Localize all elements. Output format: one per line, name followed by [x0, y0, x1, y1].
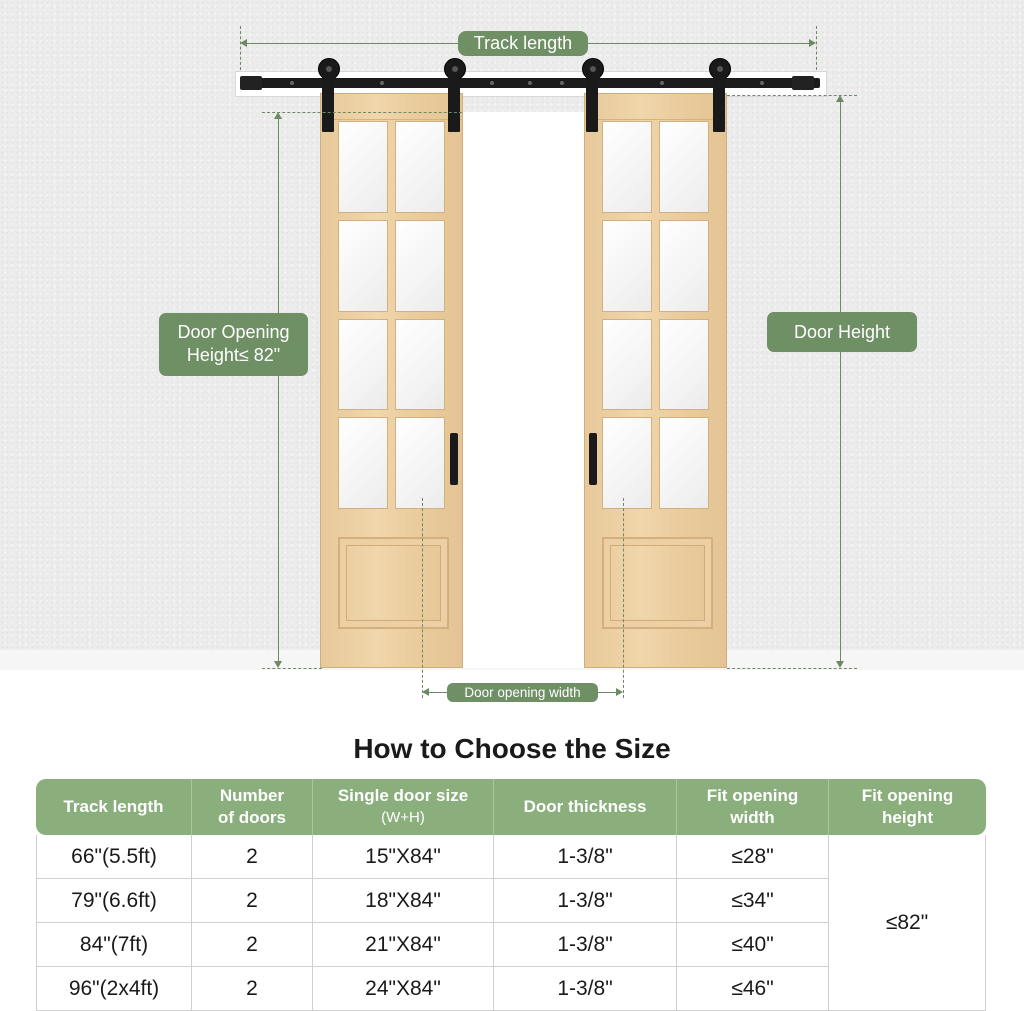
- cell-number-of-doors: 2: [192, 967, 313, 1011]
- glass-pane: [602, 417, 652, 509]
- glass-pane: [338, 121, 388, 213]
- rail-bolt: [490, 81, 494, 85]
- glass-pane: [395, 220, 445, 312]
- extension-line: [262, 112, 462, 113]
- glass-pane: [602, 121, 652, 213]
- door-bottom-panel: [602, 537, 713, 629]
- glass-pane: [338, 417, 388, 509]
- header-line: height: [882, 808, 933, 827]
- rail-stopper-right: [792, 76, 814, 90]
- glass-pane: [395, 417, 445, 509]
- cell-number-of-doors: 2: [192, 923, 313, 967]
- door-bottom-panel: [338, 537, 449, 629]
- cell-door-thickness: 1-3/8": [494, 879, 677, 923]
- hanger-strap: [448, 76, 460, 132]
- arrow-left-icon: [240, 39, 247, 47]
- door-opening-height-line2: Height≤ 82": [186, 345, 281, 365]
- rail-bolt: [560, 81, 564, 85]
- table-row: [36, 835, 986, 879]
- header-track-length: Track length: [36, 779, 192, 835]
- rail-bolt: [528, 81, 532, 85]
- header-line: Single door size: [337, 786, 469, 805]
- header-line: Number: [219, 786, 285, 805]
- size-table-title: How to Choose the Size: [353, 733, 671, 764]
- cell-door-size: 15"X84": [313, 835, 494, 879]
- cell-fit-opening-width: ≤40": [677, 923, 829, 967]
- cell-number-of-doors: 2: [192, 835, 313, 879]
- header-line: of doors: [218, 808, 286, 827]
- cell-door-thickness: 1-3/8": [494, 835, 677, 879]
- extension-line: [262, 668, 322, 669]
- rail-bolt: [290, 81, 294, 85]
- header-fit-opening-width: [677, 779, 829, 835]
- glass-pane: [659, 319, 709, 411]
- extension-line: [240, 26, 241, 70]
- header-fit-opening-height: [829, 779, 986, 835]
- cell-track-length: 84"(7ft): [36, 923, 192, 967]
- glass-pane: [602, 319, 652, 411]
- arrow-up-icon: [274, 112, 282, 119]
- glass-pane: [659, 417, 709, 509]
- arrow-down-icon: [836, 661, 844, 668]
- glass-pane: [602, 220, 652, 312]
- cell-fit-opening-width: ≤34": [677, 879, 829, 923]
- header-single-door-size: [313, 779, 494, 835]
- extension-line: [727, 668, 857, 669]
- glass-pane: [659, 121, 709, 213]
- glass-pane: [338, 220, 388, 312]
- door-opening-height-line: [278, 118, 279, 662]
- door-top-rail: [584, 93, 727, 120]
- table-header-row: [36, 779, 986, 835]
- hanger-roller: [317, 58, 339, 132]
- arrow-right-icon: [616, 688, 623, 696]
- track-length-label: Track length: [458, 31, 588, 56]
- cell-door-thickness: 1-3/8": [494, 923, 677, 967]
- rail-stopper-left: [240, 76, 262, 90]
- extension-line: [623, 498, 624, 698]
- right-door: [584, 93, 727, 668]
- glass-pane: [659, 220, 709, 312]
- header-line: Fit opening: [706, 786, 799, 805]
- cell-door-size: 18"X84": [313, 879, 494, 923]
- header-door-thickness: Door thickness: [494, 779, 677, 835]
- door-opening: [462, 112, 584, 668]
- door-handle: [589, 433, 597, 485]
- cell-number-of-doors: 2: [192, 879, 313, 923]
- left-door: [320, 93, 463, 668]
- arrow-down-icon: [274, 661, 282, 668]
- door-height-line: [840, 101, 841, 662]
- extension-line: [422, 498, 423, 698]
- glass-pane: [395, 121, 445, 213]
- hanger-roller: [581, 58, 603, 132]
- cell-track-length: 66"(5.5ft): [36, 835, 192, 879]
- door-opening-width-label: Door opening width: [447, 683, 598, 702]
- rail-bolt: [660, 81, 664, 85]
- cell-door-thickness: 1-3/8": [494, 967, 677, 1011]
- header-line: Fit opening: [861, 786, 954, 805]
- door-opening-height-label: [159, 313, 308, 376]
- header-line: width: [730, 808, 775, 827]
- arrow-right-icon: [809, 39, 816, 47]
- extension-line: [816, 26, 817, 70]
- cell-door-size: 24"X84": [313, 967, 494, 1011]
- arrow-up-icon: [836, 95, 844, 102]
- cell-track-length: 96"(2x4ft): [36, 967, 192, 1011]
- cell-fit-opening-height: ≤82": [829, 835, 986, 1011]
- hanger-roller: [443, 58, 465, 132]
- header-line: (W+H): [381, 809, 425, 826]
- door-height-label: Door Height: [767, 312, 917, 352]
- hanger-strap: [322, 76, 334, 132]
- door-handle: [450, 433, 458, 485]
- rail-bolt: [380, 81, 384, 85]
- cell-door-size: 21"X84": [313, 923, 494, 967]
- glass-pane: [338, 319, 388, 411]
- glass-panes: [338, 121, 445, 509]
- cell-fit-opening-width: ≤28": [677, 835, 829, 879]
- arrow-left-icon: [422, 688, 429, 696]
- size-table: [36, 779, 986, 1011]
- header-number-of-doors: [192, 779, 313, 835]
- rail-bolt: [760, 81, 764, 85]
- cell-fit-opening-width: ≤46": [677, 967, 829, 1011]
- door-opening-height-line1: Door Opening: [177, 322, 290, 342]
- glass-pane: [395, 319, 445, 411]
- door-top-rail: [320, 93, 463, 120]
- hanger-strap: [586, 76, 598, 132]
- cell-track-length: 79"(6.6ft): [36, 879, 192, 923]
- glass-panes: [602, 121, 709, 509]
- hanger-strap: [713, 76, 725, 132]
